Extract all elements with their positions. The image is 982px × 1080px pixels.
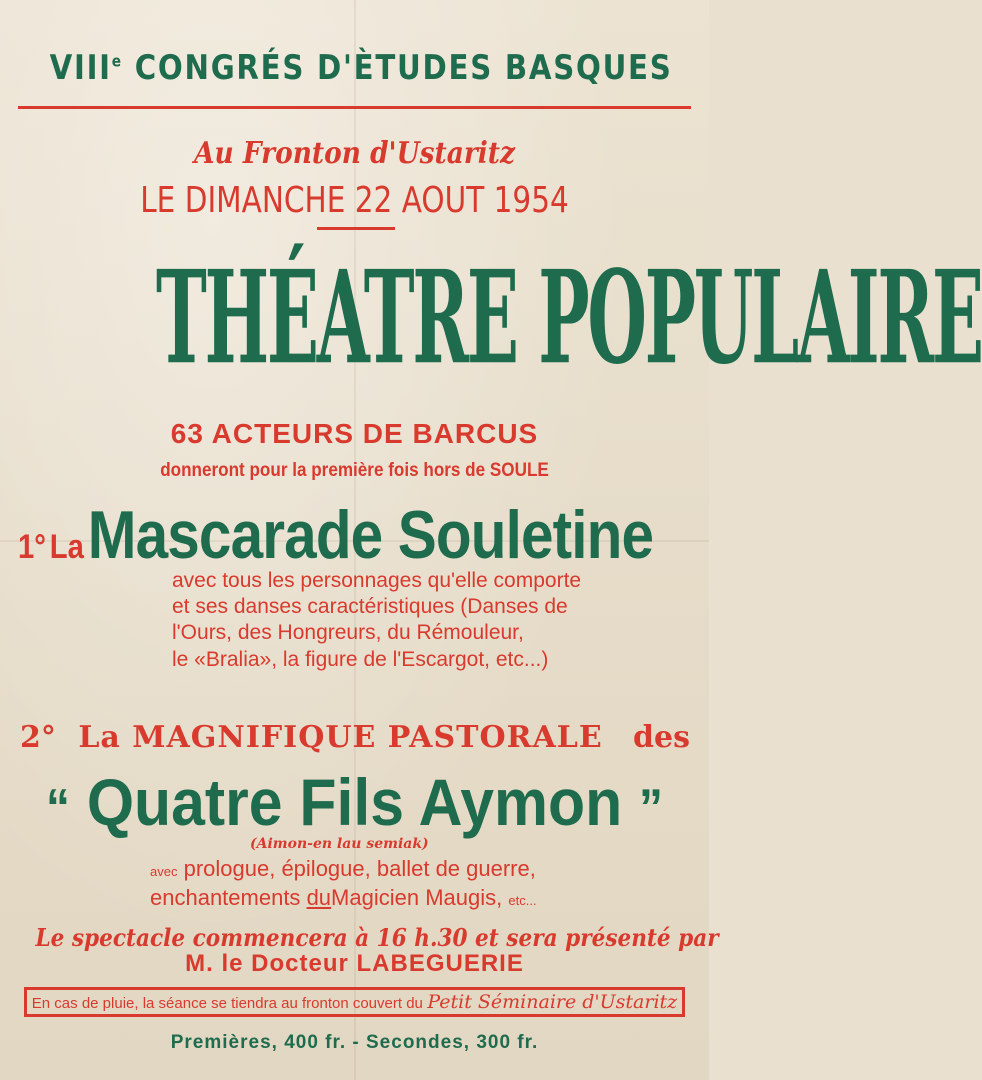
item-1-title: Mascarade Souletine	[87, 497, 654, 573]
item-1-description-line: et ses danses caractéristiques (Danses de	[172, 595, 568, 618]
item-2-line-1	[150, 856, 536, 882]
spectacle-line: Le spectacle commencera à 16 h.30 et sera présenté par	[35, 923, 719, 952]
title-rule	[18, 106, 691, 109]
rain-notice-box	[24, 987, 685, 1017]
date-underline	[317, 227, 395, 230]
item-1-prefix: La	[49, 528, 84, 566]
rain-notice-text: En cas de pluie, la séance se tiendra au fronton couvert du	[31, 995, 423, 1012]
close-quote: ”	[639, 779, 663, 837]
item-2-line-2-start: enchantements	[150, 885, 301, 910]
congress-title	[49, 48, 673, 88]
item-2-line-2-etc: etc...	[508, 893, 537, 908]
rain-notice-venue: Petit Séminaire d'Ustaritz	[427, 991, 678, 1013]
item-2-line-2-du: du	[306, 885, 332, 910]
item-2-line-2	[150, 885, 537, 911]
item-1-description-line: avec tous les personnages qu'elle comporte	[172, 569, 582, 592]
item-2-des: des	[633, 720, 690, 755]
item-2-line-1-text: prologue, épilogue, ballet de guerre,	[183, 856, 536, 881]
event-date: LE DIMANCHE 22 AOUT 1954	[140, 180, 569, 221]
venue: Au Fronton d'Ustaritz	[194, 136, 515, 171]
donneront-line: donneront pour la première fois hors de SOULE	[160, 460, 549, 481]
item-1-description-line: l'Ours, des Hongreurs, du Rémouleur,	[172, 621, 524, 644]
item-2-line-2-magicien: Magicien Maugis,	[331, 885, 503, 910]
open-quote: “	[46, 779, 70, 837]
item-2-heading: La MAGNIFIQUE PASTORALE	[78, 720, 603, 755]
acteurs-line: 63 ACTEURS DE BARCUS	[170, 418, 539, 449]
docteur-line: M. le Docteur LABEGUERIE	[185, 950, 524, 977]
item-1-description-line: le «Bralia», la figure de l'Escargot, etc...)	[172, 648, 549, 671]
title-sup: e	[111, 51, 123, 71]
item-2-subtitle: (Aimon-en lau semiak)	[250, 836, 429, 852]
item-1	[18, 496, 653, 574]
title-rest: CONGRÉS D'ÈTUDES BASQUES	[134, 48, 673, 88]
item-2-line-1-avec: avec	[150, 864, 178, 879]
item-2-number: 2°	[20, 720, 56, 755]
item-2	[20, 720, 690, 755]
item-1-number: 1°	[18, 528, 46, 566]
item-2-title-text: Quatre Fils Aymon	[86, 765, 623, 839]
title-roman: VIII	[49, 48, 112, 88]
item-2-title	[28, 764, 680, 840]
theatre-populaire-heading: THÉATRE POPULAIRE	[155, 241, 982, 393]
prices-line: Premières, 400 fr. - Secondes, 300 fr.	[170, 1032, 539, 1053]
